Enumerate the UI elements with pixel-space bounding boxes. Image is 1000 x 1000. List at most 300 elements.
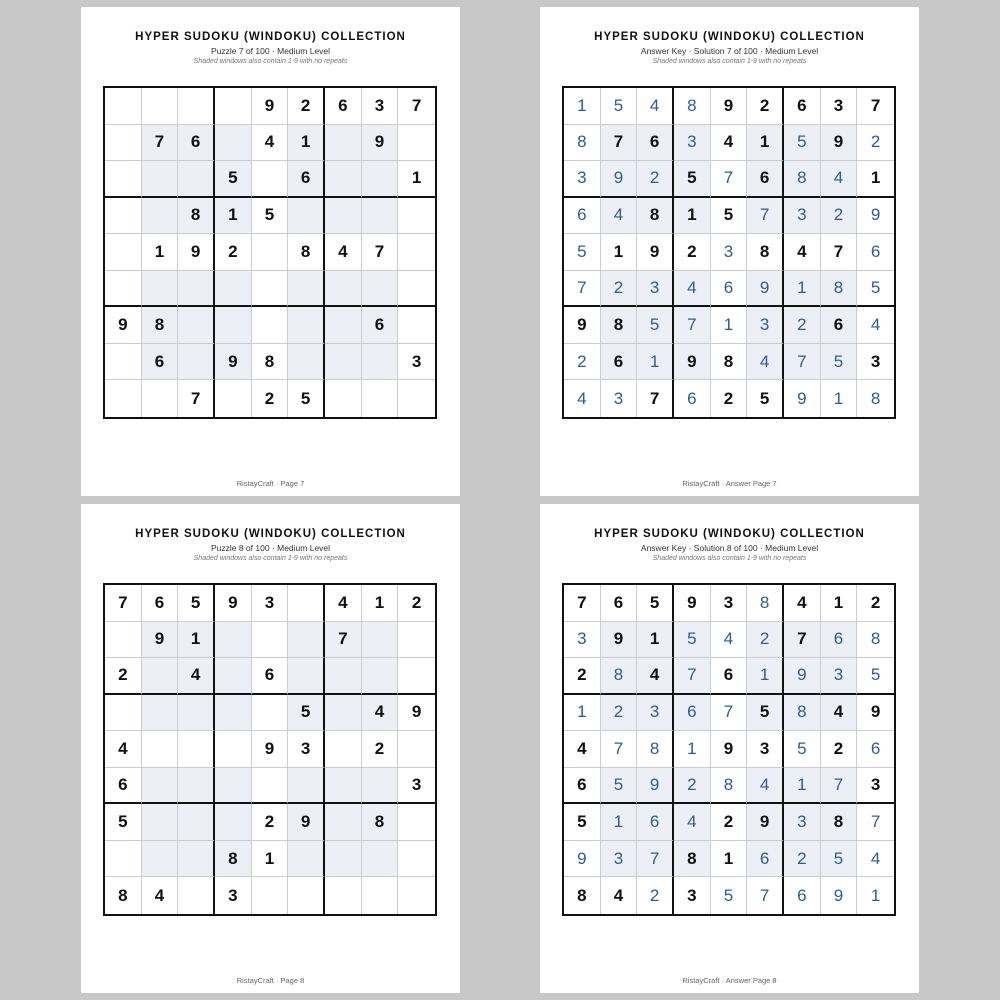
- empty-cell: [215, 125, 252, 162]
- empty-cell: [178, 731, 215, 768]
- given-digit: 5: [288, 695, 325, 732]
- solution-digit: 5: [784, 125, 821, 162]
- given-digit: 1: [252, 841, 289, 878]
- solution-digit: 8: [857, 622, 894, 659]
- empty-cell: [288, 622, 325, 659]
- solution-digit: 6: [857, 731, 894, 768]
- given-digit: 9: [821, 125, 858, 162]
- given-digit: 3: [821, 88, 858, 125]
- given-digit: 5: [637, 585, 674, 622]
- empty-cell: [325, 198, 362, 235]
- empty-cell: [288, 877, 325, 914]
- solution-digit: 3: [601, 841, 638, 878]
- solution-digit: 8: [784, 695, 821, 732]
- solution-digit: 1: [870, 885, 881, 905]
- empty-cell: [252, 877, 289, 914]
- given-digit: 6: [637, 125, 674, 162]
- empty-cell: [398, 234, 435, 271]
- empty-cell: [215, 622, 252, 659]
- solution-digit: 7: [711, 695, 748, 732]
- answer-page-8: [540, 504, 919, 993]
- empty-cell: [325, 768, 362, 805]
- solution-digit: 8: [821, 271, 858, 308]
- given-digit: 8: [821, 804, 858, 841]
- given-digit: 8: [564, 877, 601, 914]
- given-digit: 7: [564, 585, 601, 622]
- page-note: Shaded windows also contain 1-9 with no repeats: [652, 555, 807, 562]
- empty-cell: [252, 695, 289, 732]
- given-digit: 3: [711, 585, 748, 622]
- solution-digit: 3: [821, 658, 858, 695]
- given-digit: 2: [821, 731, 858, 768]
- empty-cell: [215, 271, 252, 308]
- empty-cell: [178, 271, 215, 308]
- solution-digit: 6: [674, 380, 711, 417]
- empty-cell: [142, 695, 179, 732]
- empty-cell: [325, 344, 362, 381]
- empty-cell: [142, 271, 179, 308]
- given-digit: 2: [747, 88, 784, 125]
- empty-cell: [325, 658, 362, 695]
- given-digit: 4: [564, 731, 601, 768]
- given-digit: 7: [601, 125, 638, 162]
- given-digit: 9: [252, 88, 289, 125]
- empty-cell: [215, 768, 252, 805]
- given-digit: 6: [601, 344, 638, 381]
- given-digit: 5: [747, 695, 784, 732]
- given-digit: 3: [288, 731, 325, 768]
- empty-cell: [362, 768, 399, 805]
- given-digit: 1: [711, 841, 748, 878]
- empty-cell: [142, 380, 179, 417]
- given-digit: 4: [821, 695, 858, 732]
- given-digit: 6: [362, 307, 399, 344]
- given-digit: 7: [325, 622, 362, 659]
- given-digit: 9: [674, 585, 711, 622]
- empty-cell: [288, 658, 325, 695]
- given-digit: 1: [288, 125, 325, 162]
- given-digit: 4: [325, 234, 362, 271]
- solution-digit: 7: [637, 841, 674, 878]
- empty-cell: [178, 768, 215, 805]
- empty-cell: [288, 271, 325, 308]
- empty-cell: [325, 307, 362, 344]
- solution-digit: 2: [637, 877, 674, 914]
- given-digit: 5: [564, 804, 601, 841]
- empty-cell: [288, 198, 325, 235]
- given-digit: 5: [178, 585, 215, 622]
- given-digit: 6: [747, 161, 784, 198]
- given-digit: 9: [637, 234, 674, 271]
- given-digit: 3: [398, 344, 435, 381]
- empty-cell: [142, 198, 179, 235]
- solution-digit: 3: [784, 804, 821, 841]
- solution-digit: 5: [564, 234, 601, 271]
- empty-cell: [142, 731, 179, 768]
- given-digit: 1: [142, 234, 179, 271]
- given-digit: 3: [857, 768, 894, 805]
- given-digit: 1: [398, 161, 435, 198]
- empty-cell: [288, 307, 325, 344]
- given-digit: 7: [362, 234, 399, 271]
- solution-digit: 9: [637, 768, 674, 805]
- solution-digit: 6: [637, 804, 674, 841]
- solution-digit: 9: [857, 198, 894, 235]
- given-digit: 3: [252, 585, 289, 622]
- given-digit: 9: [252, 731, 289, 768]
- empty-cell: [362, 198, 399, 235]
- given-digit: 2: [398, 585, 435, 622]
- empty-cell: [398, 271, 435, 308]
- empty-cell: [215, 380, 252, 417]
- empty-cell: [398, 804, 435, 841]
- solution-digit: 3: [674, 125, 711, 162]
- page-note: Shaded windows also contain 1-9 with no repeats: [193, 555, 348, 562]
- solution-digit: 3: [747, 307, 784, 344]
- empty-cell: [178, 307, 215, 344]
- given-digit: 2: [362, 731, 399, 768]
- solution-digit: 5: [601, 768, 638, 805]
- empty-cell: [105, 198, 142, 235]
- page-footer: RistayCraft · Answer Page 8: [682, 976, 777, 985]
- given-digit: 1: [857, 161, 894, 198]
- empty-cell: [252, 234, 289, 271]
- given-digit: 6: [288, 161, 325, 198]
- solution-digit: 8: [637, 731, 674, 768]
- given-digit: 1: [362, 585, 399, 622]
- given-digit: 3: [362, 88, 399, 125]
- empty-cell: [325, 271, 362, 308]
- given-digit: 9: [857, 695, 894, 732]
- given-digit: 3: [747, 731, 784, 768]
- given-digit: 6: [821, 307, 858, 344]
- solution-digit: 4: [857, 841, 894, 878]
- empty-cell: [325, 380, 362, 417]
- empty-cell: [178, 161, 215, 198]
- empty-cell: [178, 88, 215, 125]
- given-digit: 2: [711, 804, 748, 841]
- solution-digit: 3: [711, 234, 748, 271]
- given-digit: 5: [711, 198, 748, 235]
- given-digit: 3: [857, 344, 894, 381]
- given-digit: 8: [142, 307, 179, 344]
- solution-digit: 7: [784, 344, 821, 381]
- solution-digit: 1: [784, 768, 821, 805]
- solution-digit: 3: [601, 380, 638, 417]
- solution-digit: 2: [747, 622, 784, 659]
- given-digit: 5: [105, 804, 142, 841]
- solution-digit: 8: [711, 768, 748, 805]
- given-digit: 4: [711, 125, 748, 162]
- given-digit: 6: [564, 768, 601, 805]
- given-digit: 6: [142, 585, 179, 622]
- given-digit: 6: [142, 344, 179, 381]
- solution-digit: 4: [821, 161, 858, 198]
- given-digit: 4: [601, 877, 638, 914]
- given-digit: 9: [105, 307, 142, 344]
- given-digit: 9: [564, 307, 601, 344]
- empty-cell: [178, 804, 215, 841]
- solution-digit: 1: [747, 658, 784, 695]
- solution-digit: 7: [711, 161, 748, 198]
- page-note: Shaded windows also contain 1-9 with no repeats: [652, 58, 807, 65]
- given-digit: 2: [252, 804, 289, 841]
- solution-digit: 5: [857, 271, 894, 308]
- given-digit: 2: [564, 658, 601, 695]
- empty-cell: [288, 768, 325, 805]
- given-digit: 5: [252, 198, 289, 235]
- solution-digit: 6: [711, 271, 748, 308]
- solution-digit: 7: [674, 307, 711, 344]
- sudoku-grid: [103, 583, 437, 916]
- puzzle-page-8: [81, 504, 460, 993]
- empty-cell: [398, 125, 435, 162]
- given-digit: 3: [674, 877, 711, 914]
- given-digit: 6: [325, 88, 362, 125]
- sudoku-grid: [103, 86, 437, 419]
- empty-cell: [362, 877, 399, 914]
- solution-digit: 5: [821, 841, 858, 878]
- solution-digit: 2: [821, 198, 858, 235]
- given-digit: 9: [398, 695, 435, 732]
- given-digit: 1: [747, 125, 784, 162]
- sudoku-grid: [562, 583, 896, 916]
- solution-digit: 8: [747, 585, 784, 622]
- empty-cell: [398, 622, 435, 659]
- solution-digit: 3: [564, 622, 601, 659]
- empty-cell: [215, 695, 252, 732]
- solution-digit: 3: [637, 271, 674, 308]
- solution-digit: 9: [821, 877, 858, 914]
- empty-cell: [362, 380, 399, 417]
- solution-digit: 9: [784, 380, 821, 417]
- empty-cell: [288, 841, 325, 878]
- solution-digit: 6: [674, 695, 711, 732]
- given-digit: 6: [711, 658, 748, 695]
- empty-cell: [362, 344, 399, 381]
- solution-digit: 7: [747, 198, 784, 235]
- solution-digit: 4: [601, 198, 638, 235]
- solution-digit: 6: [857, 234, 894, 271]
- solution-digit: 4: [857, 307, 894, 344]
- given-digit: 1: [601, 234, 638, 271]
- empty-cell: [398, 380, 435, 417]
- empty-cell: [215, 731, 252, 768]
- given-digit: 8: [362, 804, 399, 841]
- given-digit: 8: [601, 307, 638, 344]
- solution-digit: 8: [674, 88, 711, 125]
- given-digit: 9: [711, 731, 748, 768]
- given-digit: 4: [142, 877, 179, 914]
- solution-digit: 2: [674, 768, 711, 805]
- empty-cell: [178, 695, 215, 732]
- given-digit: 4: [784, 585, 821, 622]
- given-digit: 2: [252, 380, 289, 417]
- page-title: HYPER SUDOKU (WINDOKU) COLLECTION: [594, 528, 865, 540]
- answer-page-7: [540, 7, 919, 496]
- given-digit: 6: [601, 585, 638, 622]
- empty-cell: [252, 622, 289, 659]
- given-digit: 7: [142, 125, 179, 162]
- given-digit: 7: [784, 622, 821, 659]
- empty-cell: [288, 344, 325, 381]
- page-subtitle: Puzzle 7 of 100 · Medium Level: [210, 46, 331, 56]
- given-digit: 2: [674, 234, 711, 271]
- empty-cell: [105, 344, 142, 381]
- solution-digit: 4: [674, 271, 711, 308]
- given-digit: 9: [142, 622, 179, 659]
- given-digit: 7: [857, 88, 894, 125]
- solution-digit: 2: [857, 125, 894, 162]
- empty-cell: [105, 271, 142, 308]
- solution-digit: 5: [674, 622, 711, 659]
- solution-digit: 1: [674, 731, 711, 768]
- given-digit: 9: [288, 804, 325, 841]
- empty-cell: [398, 731, 435, 768]
- given-digit: 6: [252, 658, 289, 695]
- empty-cell: [178, 877, 215, 914]
- solution-digit: 5: [857, 658, 894, 695]
- solution-digit: 8: [784, 161, 821, 198]
- solution-digit: 1: [821, 380, 858, 417]
- solution-digit: 1: [564, 88, 601, 125]
- solution-digit: 6: [747, 841, 784, 878]
- empty-cell: [105, 380, 142, 417]
- solution-digit: 8: [564, 125, 601, 162]
- empty-cell: [142, 88, 179, 125]
- solution-digit: 4: [747, 344, 784, 381]
- given-digit: 2: [857, 585, 894, 622]
- given-digit: 4: [637, 658, 674, 695]
- empty-cell: [215, 88, 252, 125]
- solution-digit: 3: [564, 161, 601, 198]
- given-digit: 6: [105, 768, 142, 805]
- solution-digit: 9: [747, 271, 784, 308]
- given-digit: 4: [784, 234, 821, 271]
- empty-cell: [398, 198, 435, 235]
- given-digit: 6: [784, 88, 821, 125]
- empty-cell: [362, 658, 399, 695]
- empty-cell: [325, 161, 362, 198]
- given-digit: 8: [105, 877, 142, 914]
- solution-digit: 2: [564, 344, 601, 381]
- empty-cell: [325, 841, 362, 878]
- solution-digit: 4: [564, 380, 601, 417]
- given-digit: 2: [288, 88, 325, 125]
- empty-cell: [178, 344, 215, 381]
- solution-digit: 5: [784, 731, 821, 768]
- solution-digit: 7: [564, 271, 601, 308]
- given-digit: 5: [288, 380, 325, 417]
- solution-digit: 1: [637, 344, 674, 381]
- empty-cell: [288, 585, 325, 622]
- solution-digit: 6: [821, 622, 858, 659]
- solution-digit: 2: [601, 271, 638, 308]
- solution-digit: 3: [784, 198, 821, 235]
- solution-digit: 7: [674, 658, 711, 695]
- empty-cell: [105, 125, 142, 162]
- empty-cell: [105, 161, 142, 198]
- given-digit: 9: [601, 622, 638, 659]
- given-digit: 9: [178, 234, 215, 271]
- solution-digit: 4: [637, 88, 674, 125]
- page-title: HYPER SUDOKU (WINDOKU) COLLECTION: [594, 31, 865, 43]
- empty-cell: [142, 804, 179, 841]
- given-digit: 1: [215, 198, 252, 235]
- given-digit: 8: [252, 344, 289, 381]
- puzzle-page-7: [81, 7, 460, 496]
- given-digit: 9: [711, 88, 748, 125]
- given-digit: 8: [178, 198, 215, 235]
- solution-digit: 7: [601, 731, 638, 768]
- empty-cell: [362, 271, 399, 308]
- solution-digit: 5: [601, 88, 638, 125]
- empty-cell: [398, 658, 435, 695]
- solution-digit: 7: [747, 877, 784, 914]
- given-digit: 2: [215, 234, 252, 271]
- solution-digit: 4: [747, 768, 784, 805]
- page-title: HYPER SUDOKU (WINDOKU) COLLECTION: [135, 528, 406, 540]
- given-digit: 7: [178, 380, 215, 417]
- solution-digit: 4: [711, 622, 748, 659]
- given-digit: 5: [215, 161, 252, 198]
- empty-cell: [325, 695, 362, 732]
- empty-cell: [362, 622, 399, 659]
- empty-cell: [252, 307, 289, 344]
- given-digit: 6: [178, 125, 215, 162]
- empty-cell: [215, 307, 252, 344]
- given-digit: 4: [362, 695, 399, 732]
- given-digit: 7: [398, 88, 435, 125]
- solution-digit: 9: [564, 841, 601, 878]
- solution-digit: 4: [674, 804, 711, 841]
- given-digit: 4: [178, 658, 215, 695]
- solution-digit: 7: [857, 804, 894, 841]
- solution-digit: 5: [821, 344, 858, 381]
- given-digit: 8: [711, 344, 748, 381]
- given-digit: 7: [105, 585, 142, 622]
- given-digit: 3: [398, 768, 435, 805]
- page-note: Shaded windows also contain 1-9 with no repeats: [193, 58, 348, 65]
- solution-digit: 5: [637, 307, 674, 344]
- solution-digit: 6: [564, 198, 601, 235]
- empty-cell: [252, 271, 289, 308]
- empty-cell: [362, 841, 399, 878]
- empty-cell: [142, 768, 179, 805]
- given-digit: 9: [362, 125, 399, 162]
- given-digit: 7: [637, 380, 674, 417]
- empty-cell: [215, 804, 252, 841]
- solution-digit: 1: [564, 695, 601, 732]
- given-digit: 4: [105, 731, 142, 768]
- solution-digit: 9: [784, 658, 821, 695]
- given-digit: 1: [637, 622, 674, 659]
- empty-cell: [105, 841, 142, 878]
- given-digit: 2: [105, 658, 142, 695]
- given-digit: 8: [747, 234, 784, 271]
- solution-digit: 6: [784, 877, 821, 914]
- solution-digit: 3: [637, 695, 674, 732]
- solution-digit: 1: [601, 804, 638, 841]
- solution-digit: 2: [601, 695, 638, 732]
- empty-cell: [325, 731, 362, 768]
- page-footer: RistayCraft · Page 8: [236, 976, 305, 985]
- empty-cell: [105, 622, 142, 659]
- given-digit: 8: [215, 841, 252, 878]
- given-digit: 8: [288, 234, 325, 271]
- given-digit: 3: [215, 877, 252, 914]
- page-subtitle: Answer Key · Solution 8 of 100 · Medium Level: [640, 543, 819, 553]
